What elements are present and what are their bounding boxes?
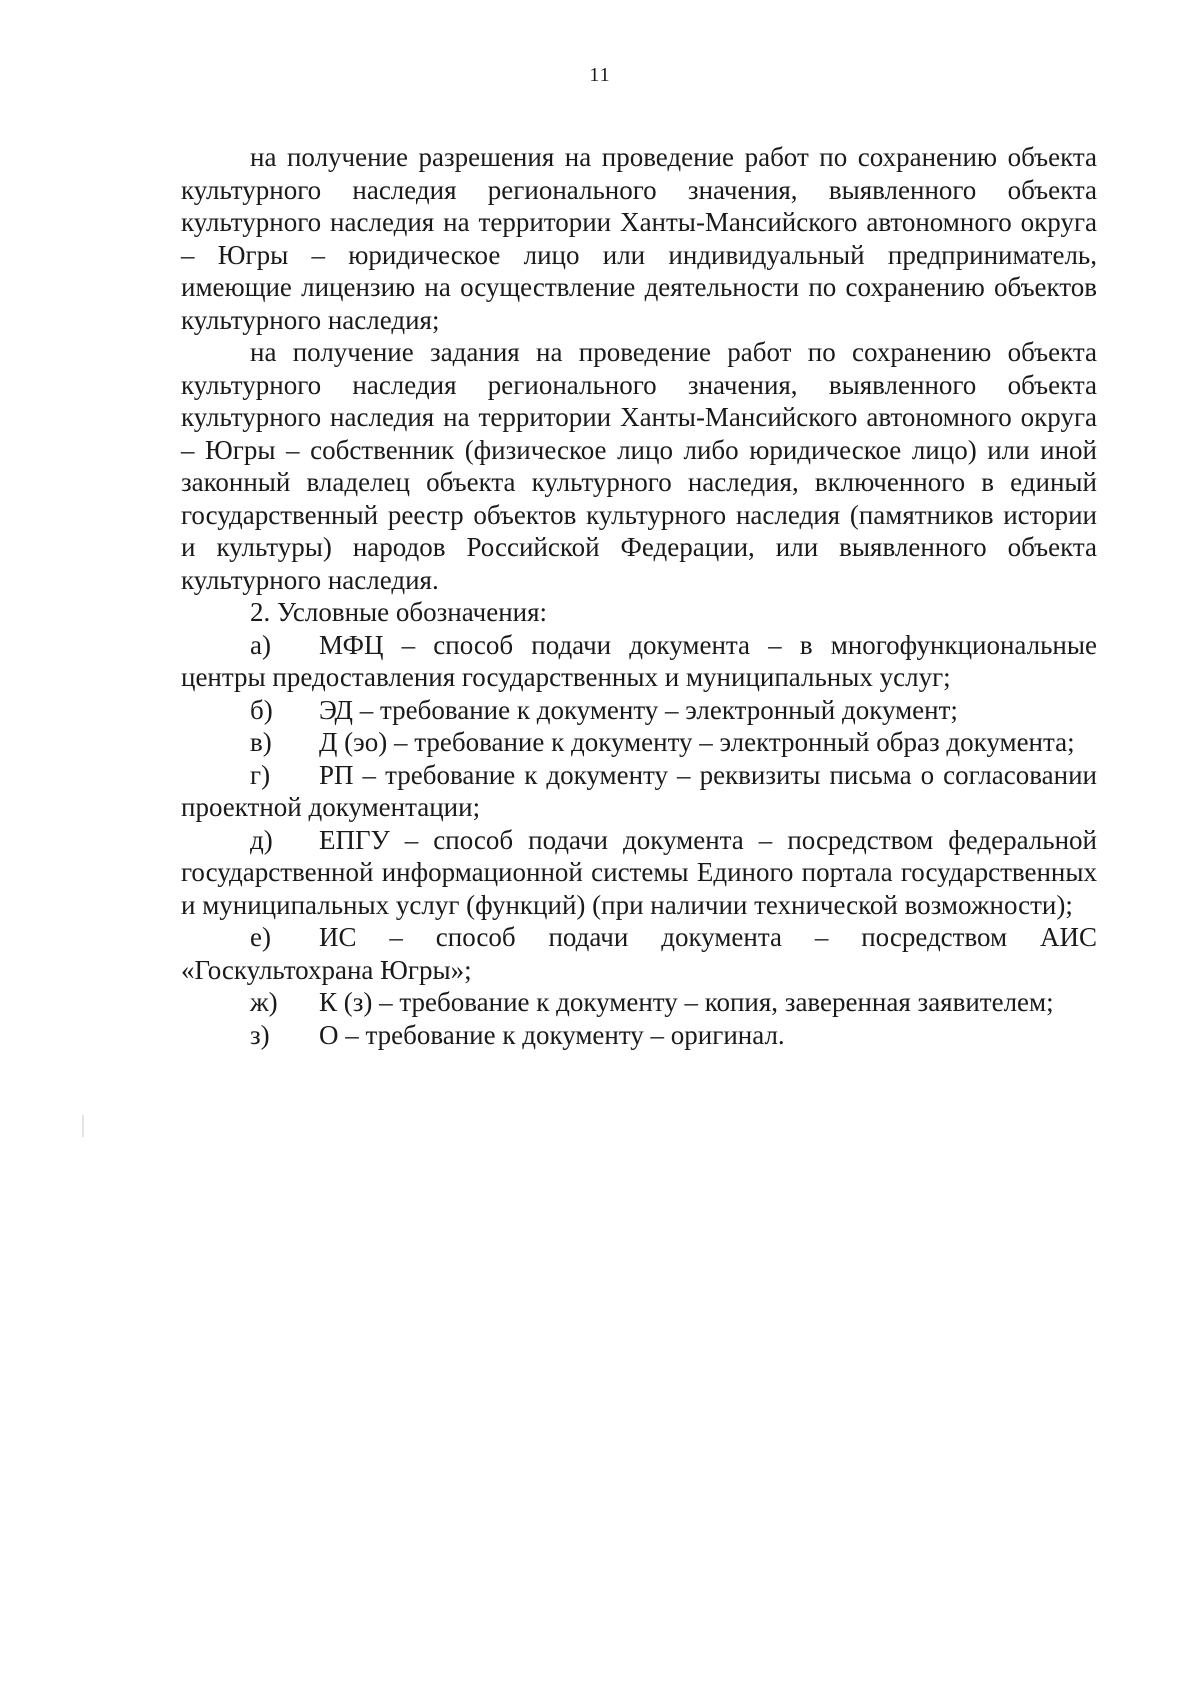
list-item-k-z <box>181 986 1097 1019</box>
item-text: К (з) – требование к документу – копия, заверенная заявителем; <box>319 987 1054 1017</box>
item-letter: з) <box>250 1019 270 1050</box>
item-letter: ж) <box>250 987 278 1017</box>
paragraph-assignment: на получение задания на проведение работ по сохранению объекта культурного наследия регионального значения, выявленного объекта культурного наследия на территории Ханты-Мансийского автономного округа – Югры – собственник (физическое лицо либо юридическое лицо) или иной законный владелец объекта культурного наследия, включенного в единый государственный реестр объектов культурного наследия (памятников истории и культуры) народов Российской Федерации, или выявленного объекта культурного наследия. <box>181 337 1097 595</box>
item-text: ИС – способ подачи документа – посредством АИС «Госкультохрана Югры»; <box>181 922 1097 985</box>
page-number: 11 <box>589 64 611 86</box>
list-item-mfc <box>181 629 1097 694</box>
item-text: ЕПГУ – способ подачи документа – посредством федеральной государственной информационной системы Единого портала государственных и муниципальных услуг (функций) (при наличии технической возможности); <box>181 824 1097 920</box>
item-text: ЭД – требование к документу – электронный документ; <box>319 694 958 725</box>
item-letter: г) <box>250 759 271 790</box>
item-text: РП – требование к документу – реквизиты письма о согласовании проектной документации; <box>181 759 1097 822</box>
scan-artifact <box>82 1115 84 1137</box>
item-text: О – требование к документу – оригинал. <box>319 1019 785 1050</box>
item-letter: а) <box>250 629 271 660</box>
list-item-ed <box>181 694 1097 727</box>
item-letter: б) <box>250 694 273 725</box>
list-item-rp <box>181 759 1097 824</box>
item-letter: д) <box>250 824 273 855</box>
item-text: Д (эо) – требование к документу – электронный образ документа; <box>319 727 1075 757</box>
item-text: МФЦ – способ подачи документа – в многофункциональные центры предоставления государственных и муниципальных услуг; <box>181 629 1097 692</box>
section-heading: 2. Условные обозначения: <box>250 597 548 627</box>
list-item-epgu <box>181 824 1097 922</box>
item-letter: е) <box>250 922 271 952</box>
document-body <box>181 141 1097 1051</box>
list-item-is <box>181 921 1097 986</box>
paragraph-permit: на получение разрешения на проведение работ по сохранению объекта культурного наследия регионального значения, выявленного объекта культурного наследия на территории Ханты-Мансийского автономного округа – Югры – юридическое лицо или индивидуальный предприниматель, имеющие лицензию на осуществление деятельности по сохранению объектов культурного наследия; <box>181 142 1097 335</box>
item-letter: в) <box>250 727 272 757</box>
list-item-d-eo <box>181 726 1097 759</box>
list-item-o <box>181 1019 1097 1052</box>
